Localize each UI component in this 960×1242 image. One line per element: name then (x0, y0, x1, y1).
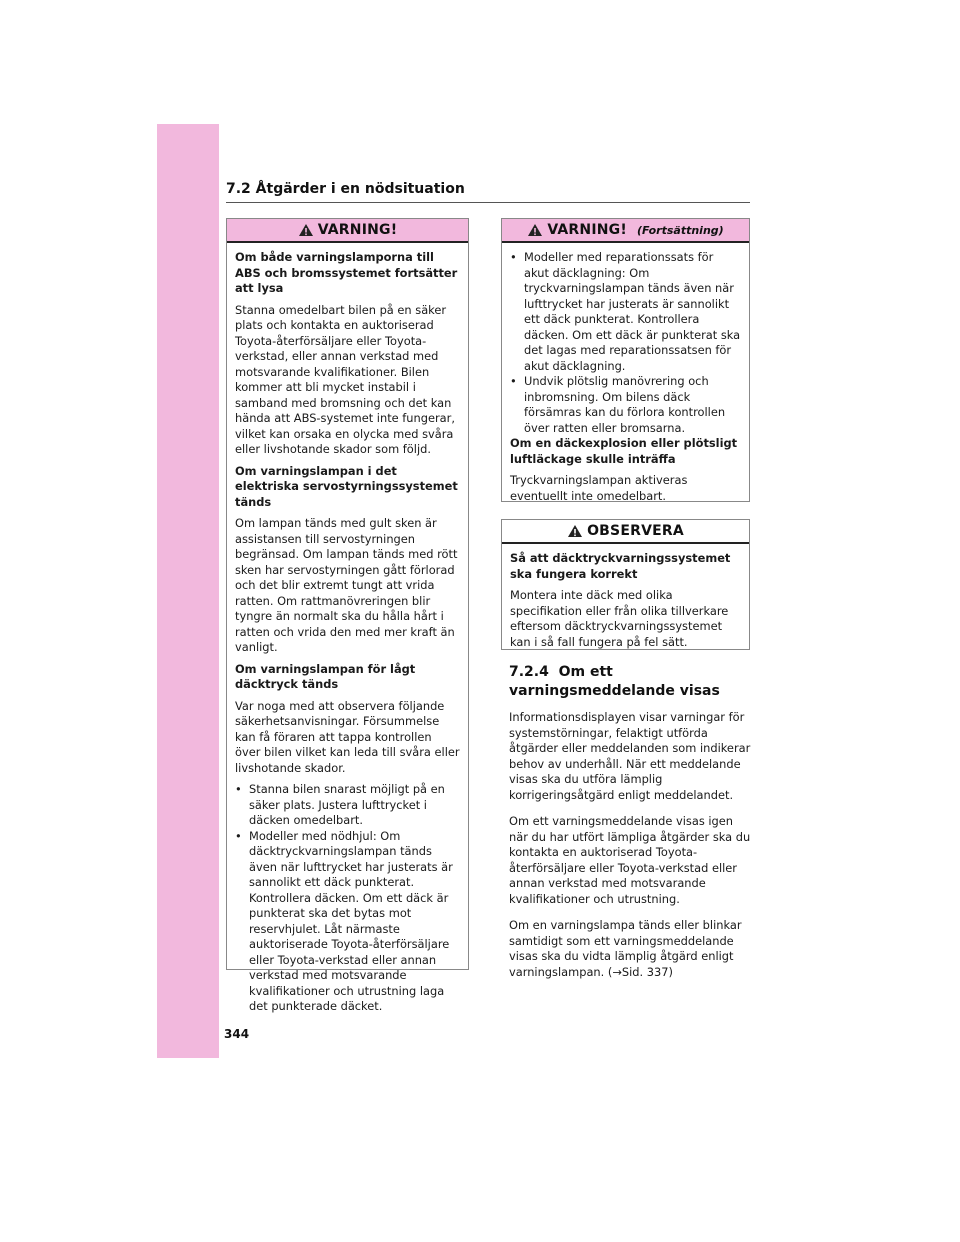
page-header (226, 178, 750, 203)
bullet-icon: • (510, 250, 517, 264)
paragraph: Tryckvarningslampan aktiveras eventuellt inte omedelbart. (510, 473, 688, 503)
bullet-icon: • (235, 828, 242, 843)
bullet-icon: • (235, 782, 242, 796)
subheading: Om varningslampan i det elektriska servostyrningssystemet tänds (235, 463, 458, 509)
paragraph: Var noga med att observera följande säkerhetsanvisningar. Försummelse kan få föraren att tappa kontrollen över bilen vilket kan leda till svåra eller livshotande skador. (235, 698, 460, 775)
warning-box-right-content (502, 243, 749, 516)
page-side-tab (157, 124, 219, 1058)
section-heading (509, 663, 754, 701)
warning-box-left (226, 218, 469, 1013)
notice-box-title: OBSERVERA (587, 523, 684, 539)
subheading: Om både varningslamporna till ABS och bromssystemet fortsätter att lysa (235, 250, 458, 295)
subheading: Om en däckexplosion eller plötsligt luftläckage skulle inträffa (510, 436, 738, 466)
subheading: Om varningslampan för lågt däcktryck tänds (235, 661, 416, 691)
section-number: 7.2.4 (509, 664, 549, 680)
notice-box (501, 519, 750, 650)
bullet-item (235, 829, 460, 1015)
warning-box-right-subtitle: (Fortsättning) (636, 223, 724, 237)
bullet-text: Stanna bilen snarast möjligt på en säker plats. Justera lufttrycket i däcken omedelbart. (249, 782, 445, 827)
bullet-item (510, 374, 741, 436)
section-title-line2: varningsmeddelande visas (509, 683, 720, 699)
warning-triangle-icon (527, 223, 543, 237)
paragraph: Om lampan tänds med gult sken är assistansen till servostyrningen begränsad. Om lampan tänds med rött sken har servostyrningen gått förlorad och det blir extremt tungt att vrida ratten. Om rattmanövreringen blir tyngre än normalt ska du hålla hårt i ratten och vrida den med mer kraft än vanligt. (235, 516, 458, 654)
section-paragraph: Informationsdisplayen visar varningar för systemstörningar, felaktigt utförda åtgärder eller meddelanden som indikerar behov av underhåll. När ett meddelande visas ska du utföra lämplig korrigeringsåtgärd enligt meddelandet. (509, 710, 751, 802)
warning-box-left-content (227, 243, 468, 1021)
section-paragraph: Om en varningslampa tänds eller blinkar samtidigt som ett varningsmeddelande visas ska du vidta lämplig åtgärd enligt varningslampan. (→Sid. 337) (509, 918, 742, 979)
section-paragraph: Om ett varningsmeddelande visas igen när du har utfört lämpliga åtgärder ska du kontakta en auktoriserad Toyota-återförsäljare eller Toyota-verkstad eller annan verkstad med motsvarande kvalifikationer och utrustning. (509, 814, 751, 906)
warning-box-left-title: VARNING! (317, 222, 398, 238)
header-title: 7.2 Åtgärder i en nödsituation (226, 181, 465, 197)
warning-box-left-header (227, 219, 468, 243)
page-number: 344 (224, 1027, 250, 1041)
bullet-text: Modeller med reparationssats för akut däcklagning: Om tryckvarningslampan tänds även när lufttrycket har justerats är sannolikt ett däck punkterat. Kontrollera däcken. Om ett däck är punkterat ska det lagas med reparationssatsen för akut däcklagning. (524, 250, 741, 373)
bullet-text: Undvik plötslig manövrering och inbromsning. Om bilens däck försämras kan du förlora kontrollen över ratten eller bromsarna. (524, 374, 726, 435)
warning-box-right-header (502, 219, 749, 243)
notice-box-header (502, 520, 749, 544)
subheading: Så att däcktryckvarningssystemet ska fungera korrekt (510, 551, 731, 581)
notice-triangle-icon (567, 524, 583, 538)
bullet-item (510, 250, 741, 374)
bullet-icon: • (510, 374, 517, 388)
warning-box-right (501, 218, 750, 502)
section-body (509, 710, 754, 991)
notice-box-content (502, 544, 749, 662)
bullet-item (235, 782, 460, 829)
warning-triangle-icon (298, 223, 314, 237)
bullet-text: Modeller med nödhjul: Om däcktryckvarningslampan tänds även när lufttrycket har justerats är sannolikt ett däck punkterat. Kontrollera däcken. Om ett däck är punkterat ska det bytas mot reservhjulet. Låt närmaste auktoriserade Toyota-återförsäljare eller Toyota-verkstad eller annan verkstad med motsvarande kvalifikationer och utrustning laga det punkterade däcket. (249, 828, 453, 1013)
section-title-line1: Om ett (558, 664, 613, 680)
paragraph: Stanna omedelbart bilen på en säker plats och kontakta en auktoriserad Toyota-återförsäljare eller Toyota-verkstad, eller annan verkstad med motsvarande kvalifikationer. Bilen kommer att bli mycket instabil i samband med bromsning och det kan hända att ABS-systemet inte fungerar, vilket kan orsaka en olycka med svåra eller livshotande skador som följd. (235, 302, 455, 456)
paragraph: Montera inte däck med olika specifikation eller från olika tillverkare eftersom däcktryckvarningssystemet kan i så fall fungera på fel sätt. (510, 588, 729, 649)
warning-box-right-title: VARNING! (547, 222, 627, 238)
